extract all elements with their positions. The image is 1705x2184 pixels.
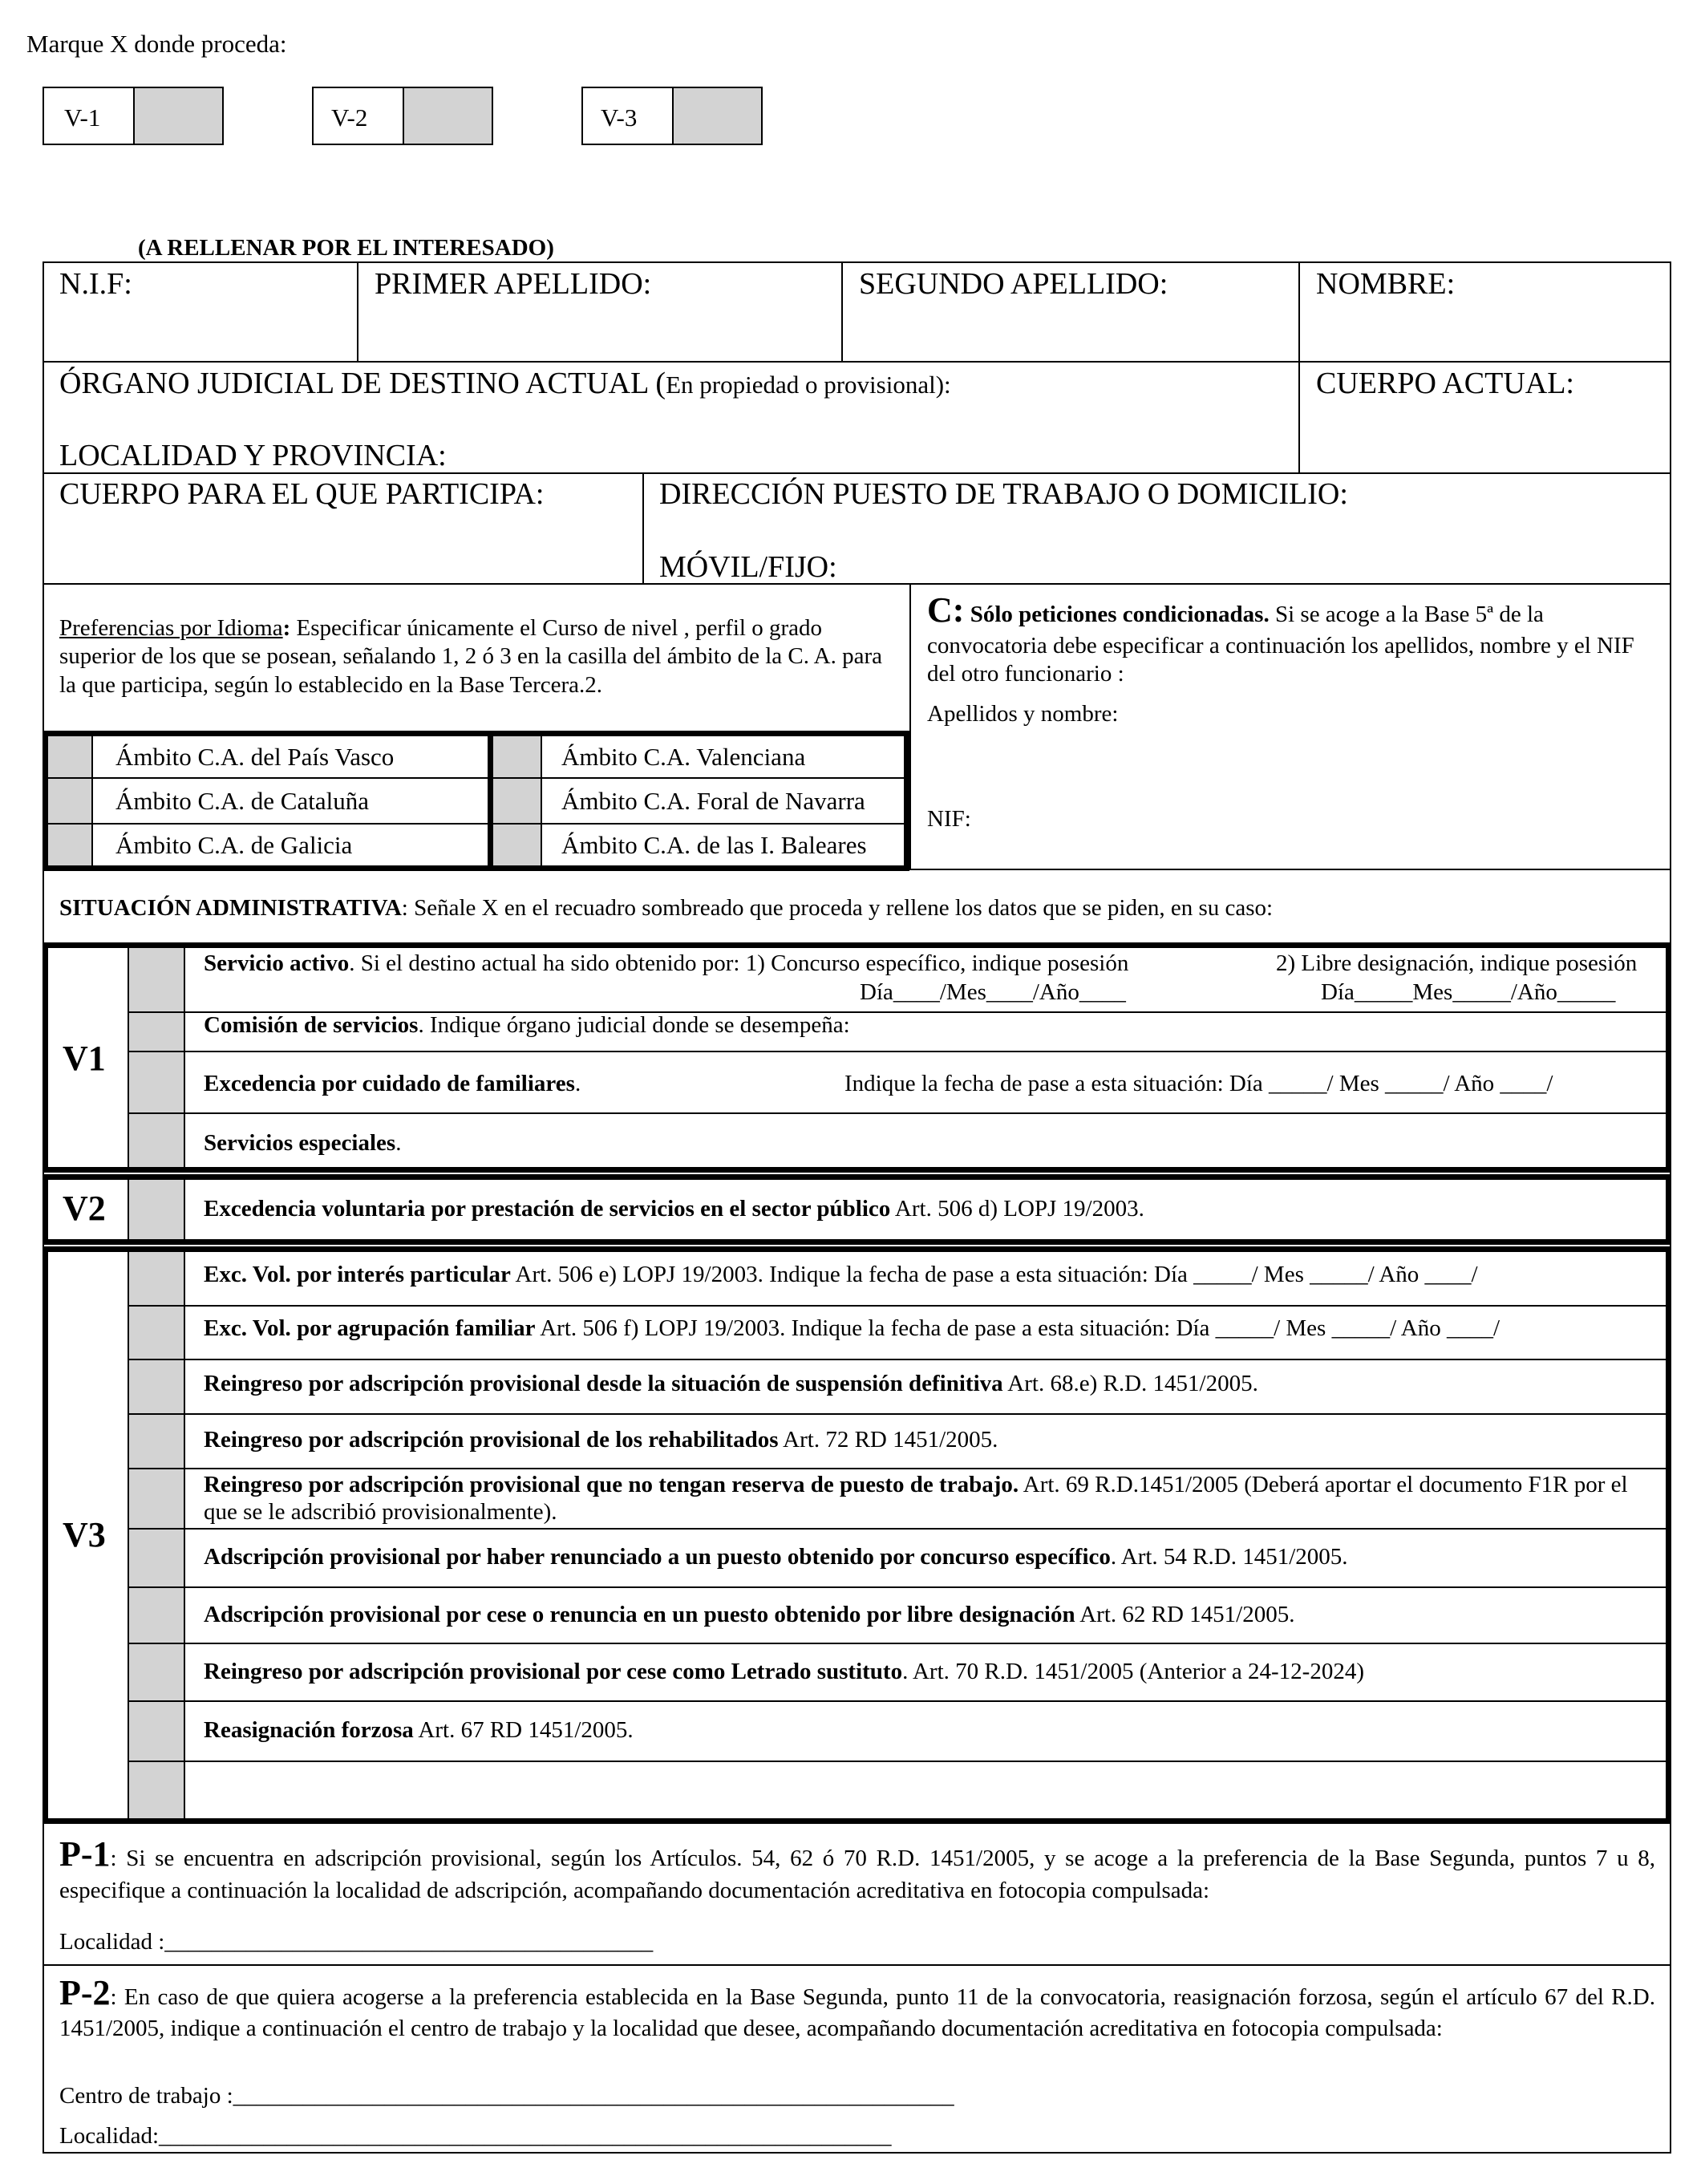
- condicionadas-letter: C:: [927, 590, 965, 630]
- situacion-title: SITUACIÓN ADMINISTRATIVA: [59, 895, 402, 921]
- p2-centro-field[interactable]: Centro de trabajo :______________________________________________________________: [59, 2083, 954, 2109]
- option-v1-label: V-1: [64, 103, 101, 132]
- ambito-valenciana-checkbox[interactable]: [493, 736, 541, 777]
- fill-caption: (A RELLENAR POR EL INTERESADO): [138, 235, 554, 261]
- instruction-text: Marque X donde proceda:: [26, 30, 287, 58]
- v2-checkbox[interactable]: [129, 1180, 184, 1239]
- option-v3[interactable]: [581, 87, 763, 145]
- option-v2-label: V-2: [331, 103, 368, 132]
- v3-reasignacion-checkbox[interactable]: [129, 1702, 184, 1761]
- direccion-label: DIRECCIÓN PUESTO DE TRABAJO O DOMICILIO:: [659, 477, 1348, 511]
- p1-paragraph: P-1: Si se encuentra en adscripción provisional, según los Artículos. 54, 62 ó 70 R.D. 1451/2005, y se acoge a la preferencia de la Base Segunda, puntos 7 u 8, especifique a continuación la localidad de adscripción, acompañando documentación acreditativa en fotocopia compulsada:: [59, 1834, 1655, 1903]
- idioma-title: Preferencias por Idioma: [59, 615, 283, 641]
- v3-label: V3: [63, 1515, 106, 1554]
- ambito-baleares-checkbox[interactable]: [493, 825, 541, 865]
- option-v2-checkbox[interactable]: [403, 88, 492, 144]
- v3-row-reasignacion: Reasignación forzosa Art. 67 RD 1451/2005.: [204, 1717, 634, 1743]
- ambito-navarra-label: Ámbito C.A. Foral de Navarra: [561, 787, 865, 815]
- v2-label: V2: [63, 1189, 106, 1228]
- ambito-vasco-label: Ámbito C.A. del País Vasco: [115, 743, 395, 771]
- v1-servicio-activo: Servicio activo. Si el destino actual ha sido obtenido por: 1) Concurso específico, indique posesión: [204, 950, 1129, 976]
- option-v3-label: V-3: [601, 103, 638, 132]
- v1-excedencia-fecha: Indique la fecha de pase a esta situación: Día _____/ Mes _____/ Año ____/: [844, 1071, 1553, 1096]
- primer-apellido-input[interactable]: [358, 313, 840, 359]
- idioma-paragraph: Preferencias por Idioma: Especificar únicamente el Curso de nivel , perfil o grado superior de los que se posean, señalando 1, 2 ó 3 en la casilla del ámbito de la C. A. para la que participa, según lo establecido en la Base Tercera.2.: [59, 615, 882, 698]
- ambito-galicia-label: Ámbito C.A. de Galicia: [115, 831, 353, 859]
- localidad-provincia-label: LOCALIDAD Y PROVINCIA:: [59, 439, 447, 472]
- option-v3-checkbox[interactable]: [672, 88, 761, 144]
- v1-especiales: Servicios especiales.: [204, 1130, 402, 1156]
- v1-libre-designacion: 2) Libre designación, indique posesión: [1276, 950, 1638, 976]
- primer-apellido-label: PRIMER APELLIDO:: [375, 267, 652, 301]
- condicionadas-nif-input[interactable]: [978, 802, 1657, 858]
- v2-excedencia-publico: Excedencia voluntaria por prestación de servicios en el sector público Art. 506 d) LOPJ 19/2003.: [204, 1196, 1144, 1222]
- condicionadas-paragraph: C: Sólo peticiones condicionadas. Si se acoge a la Base 5ª de la convocatoria debe especificar a continuación los apellidos, nombre y el NIF del otro funcionario :: [927, 590, 1634, 687]
- organo-label: [59, 367, 951, 401]
- v3-row-suspension: Reingreso por adscripción provisional desde la situación de suspensión definitiva Art. 68.e) R.D. 1451/2005.: [204, 1371, 1258, 1396]
- ambito-cataluna-label: Ámbito C.A. de Cataluña: [115, 787, 369, 815]
- v3-letrado-sustituto-checkbox[interactable]: [129, 1644, 184, 1700]
- option-v1-checkbox[interactable]: [133, 88, 222, 144]
- cuerpo-participa-label: CUERPO PARA EL QUE PARTICIPA:: [59, 477, 545, 511]
- v3-agrupacion-familiar-checkbox[interactable]: [129, 1307, 184, 1359]
- segundo-apellido-label: SEGUNDO APELLIDO:: [859, 267, 1168, 301]
- v3-rehabilitados-checkbox[interactable]: [129, 1415, 184, 1468]
- ambito-navarra-checkbox[interactable]: [493, 779, 541, 823]
- v3-interes-particular-checkbox[interactable]: [129, 1252, 184, 1305]
- ambito-cataluna-checkbox[interactable]: [48, 779, 91, 823]
- ambito-baleares-label: Ámbito C.A. de las I. Baleares: [561, 831, 867, 859]
- ambito-vasco-checkbox[interactable]: [48, 736, 91, 777]
- p1-letter: P-1: [59, 1834, 111, 1874]
- p2-localidad-field[interactable]: Localidad:_______________________________________________________________: [59, 2123, 892, 2149]
- organo-label-small: En propiedad o provisional):: [666, 371, 951, 399]
- v1-excedencia-checkbox[interactable]: [129, 1052, 184, 1112]
- v3-sin-reserva-checkbox[interactable]: [129, 1469, 184, 1528]
- situacion-heading: SITUACIÓN ADMINISTRATIVA: Señale X en el recuadro sombreado que proceda y rellene los datos que se piden, en su caso:: [59, 895, 1274, 921]
- segundo-apellido-input[interactable]: [843, 313, 1297, 359]
- v3-row-renuncia-concurso: Adscripción provisional por haber renunciado a un puesto obtenido por concurso específico. Art. 54 R.D. 1451/2005.: [204, 1544, 1348, 1570]
- v3-libre-designacion-checkbox[interactable]: [129, 1588, 184, 1643]
- condicionadas-title: Sólo peticiones condicionadas.: [970, 602, 1270, 627]
- v1-comision-checkbox[interactable]: [129, 1013, 184, 1051]
- v1-fecha-concurso: Día____/Mes____/Año____: [860, 979, 1126, 1005]
- p1-localidad-field[interactable]: Localidad :__________________________________________: [59, 1929, 654, 1955]
- option-v2[interactable]: [312, 87, 493, 145]
- v3-row-letrado-sustituto: Reingreso por adscripción provisional por cese como Letrado sustituto. Art. 70 R.D. 1451/2005 (Anterior a 24-12-2024): [204, 1659, 1364, 1684]
- v1-servicio-activo-checkbox[interactable]: [129, 948, 184, 1011]
- v3-row-interes-particular: Exc. Vol. por interés particular Art. 506 e) LOPJ 19/2003. Indique la fecha de pase a esta situación: Día _____/ Mes _____/ Año ____/: [204, 1262, 1478, 1287]
- ambito-valenciana-label: Ámbito C.A. Valenciana: [561, 743, 806, 771]
- organo-label-main: ÓRGANO JUDICIAL DE DESTINO ACTUAL (: [59, 367, 666, 400]
- v1-especiales-checkbox[interactable]: [129, 1114, 184, 1167]
- v3-suspension-checkbox[interactable]: [129, 1360, 184, 1413]
- p2-letter: P-2: [59, 1973, 111, 2012]
- v1-comision: Comisión de servicios. Indique órgano judicial donde se desempeña:: [204, 1012, 850, 1038]
- movil-fijo-label: MÓVIL/FIJO:: [659, 550, 837, 584]
- v3-extra-checkbox[interactable]: [129, 1762, 184, 1818]
- nif-label: N.I.F:: [59, 267, 132, 301]
- v3-row-agrupacion-familiar: Exc. Vol. por agrupación familiar Art. 506 f) LOPJ 19/2003. Indique la fecha de pase a esta situación: Día _____/ Mes _____/ Año ____/: [204, 1315, 1500, 1341]
- v1-label: V1: [63, 1039, 106, 1078]
- cuerpo-actual-label: CUERPO ACTUAL:: [1316, 367, 1574, 400]
- nombre-label: NOMBRE:: [1316, 267, 1456, 301]
- v3-renuncia-concurso-checkbox[interactable]: [129, 1530, 184, 1586]
- v3-row-rehabilitados: Reingreso por adscripción provisional de los rehabilitados Art. 72 RD 1451/2005.: [204, 1427, 998, 1453]
- ambito-galicia-checkbox[interactable]: [48, 825, 91, 865]
- option-v1[interactable]: [43, 87, 224, 145]
- v3-row-libre-designacion: Adscripción provisional por cese o renuncia en un puesto obtenido por libre designación Art. 62 RD 1451/2005.: [204, 1602, 1295, 1627]
- v1-fecha-libre: Día_____Mes_____/Año_____: [1321, 979, 1616, 1005]
- nombre-input[interactable]: [1300, 313, 1669, 359]
- condicionadas-apellidos-label: Apellidos y nombre:: [927, 701, 1119, 727]
- nif-input[interactable]: [44, 313, 355, 359]
- p2-paragraph: P-2: En caso de que quiera acogerse a la preferencia establecida en la Base Segunda, punto 11 de la convocatoria, reasignación forzosa, según el artículo 67 del R.D. 1451/2005, indique a continuación el centro de trabajo y la localidad que desee, acompañando documentación acreditativa en fotocopia compulsada:: [59, 1973, 1655, 2041]
- v3-row-sin-reserva: Reingreso por adscripción provisional que no tengan reserva de puesto de trabajo. Art. 69 R.D.1451/2005 (Deberá aportar el documento F1R por el que se le adscribió provisionalmente).: [204, 1472, 1628, 1526]
- condicionadas-nif-label: NIF:: [927, 806, 971, 832]
- condicionadas-apellidos-input[interactable]: [927, 730, 1657, 802]
- v1-excedencia: Excedencia por cuidado de familiares.: [204, 1071, 581, 1096]
